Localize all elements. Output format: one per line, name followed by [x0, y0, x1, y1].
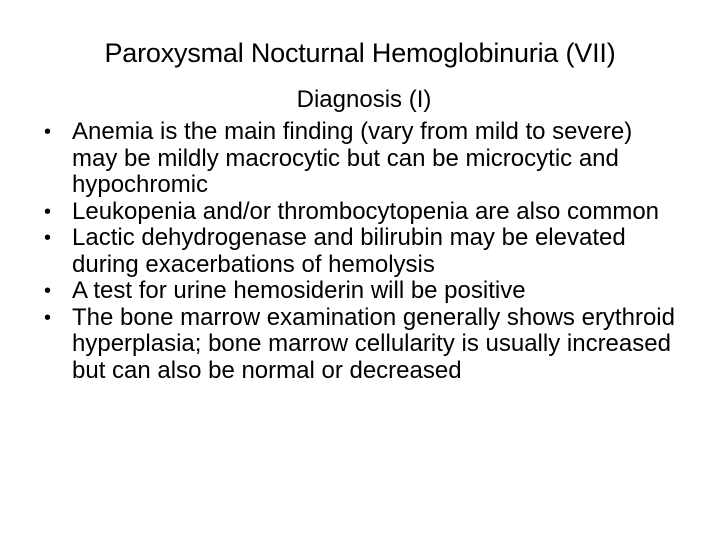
- bullet-text: A test for urine hemosiderin will be positive: [72, 277, 526, 304]
- bullet-text: The bone marrow examination generally shows erythroid hyperplasia; bone marrow cellularity is usually increased but can also be normal or decreased: [72, 303, 675, 384]
- bullet-marker: •: [44, 306, 52, 329]
- bullet-marker: •: [44, 227, 52, 249]
- bullet-marker: •: [44, 280, 52, 302]
- bullet-item: [44, 278, 684, 305]
- slide-subtitle: Diagnosis (I): [296, 86, 432, 113]
- bullet-text: Leukopenia and/or thrombocytopenia are also common: [72, 197, 660, 225]
- bullet-marker: •: [44, 121, 52, 143]
- bullet-marker: •: [44, 200, 52, 223]
- bullet-text: Anemia is the main finding (vary from mild to severe) may be mildly macrocytic but can be microcytic and hypochromic: [72, 118, 633, 198]
- bullet-item: [44, 225, 684, 278]
- bullet-text: Lactic dehydrogenase and bilirubin may be elevated during exacerbations of hemolysis: [72, 224, 626, 278]
- bullet-item: [44, 119, 684, 199]
- slide-title: Paroxysmal Nocturnal Hemoglobinuria (VII): [104, 38, 616, 68]
- bullet-item: [44, 305, 684, 385]
- bullet-list: [44, 119, 684, 384]
- bullet-item: [44, 199, 684, 226]
